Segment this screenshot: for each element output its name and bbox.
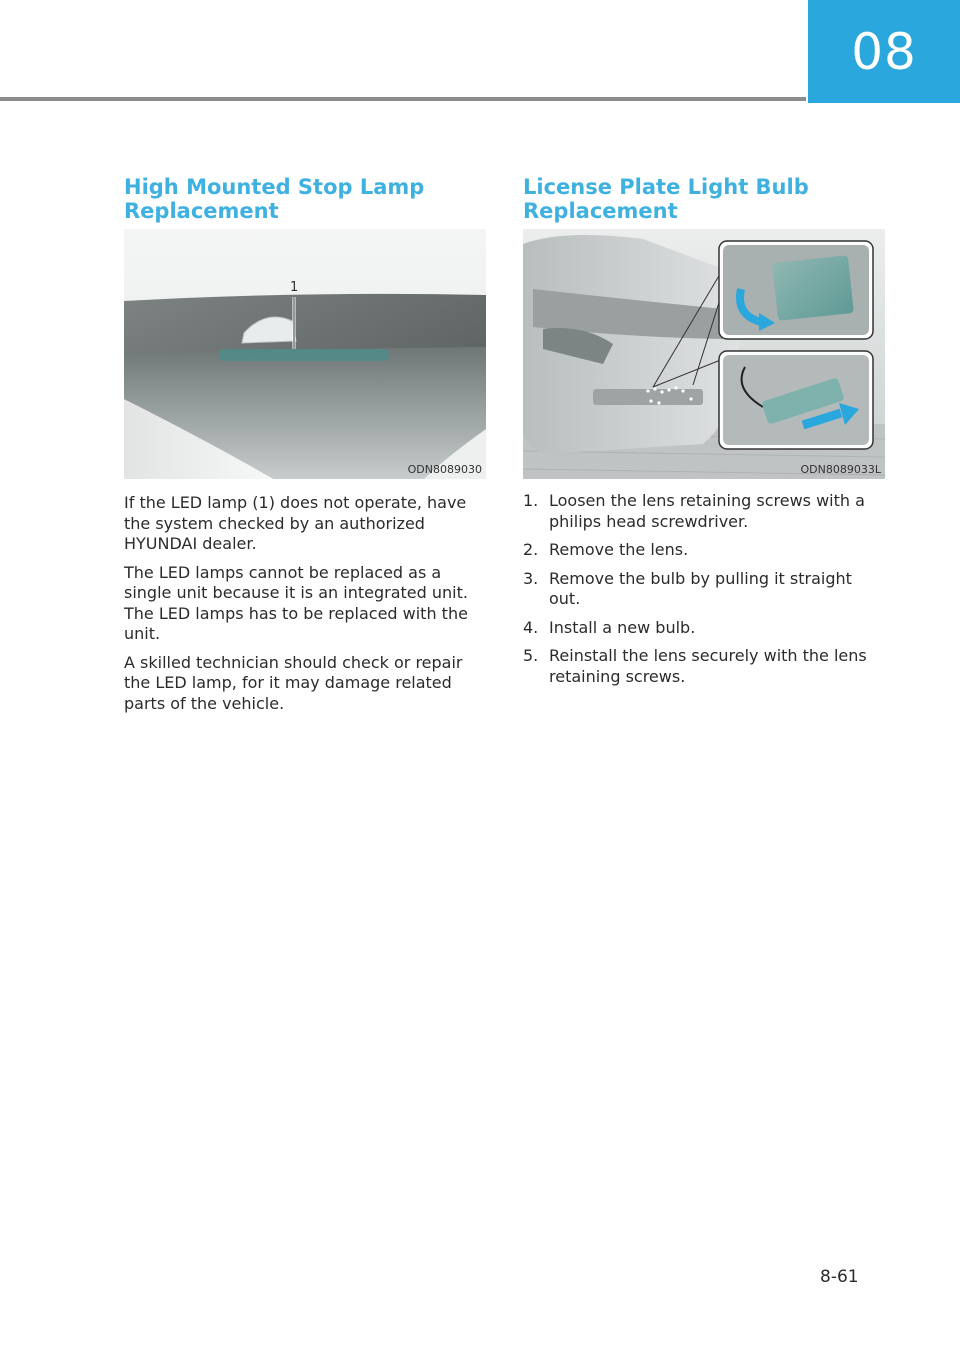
step-text: Install a new bulb. (549, 617, 696, 637)
section-title-line1: High Mounted Stop Lamp (124, 175, 425, 199)
list-item (523, 618, 885, 639)
figure-code: ODN8089030 (407, 463, 482, 476)
section-high-mounted-stop-lamp (124, 175, 486, 722)
list-item (523, 491, 885, 532)
list-item (523, 646, 885, 687)
section-title-line2: Replacement (124, 199, 279, 223)
paragraph: A skilled technician should check or repair the LED lamp, for it may damage related parts of the vehicle. (124, 652, 463, 713)
figure-code: ODN8089033L (800, 463, 881, 476)
paragraph: If the LED lamp (1) does not operate, have the system checked by an authorized HYUNDAI dealer. (124, 493, 467, 553)
step-text: Remove the lens. (549, 540, 689, 559)
section-license-plate-light (523, 175, 885, 695)
list-item (523, 540, 885, 561)
chapter-number: 08 (851, 22, 917, 81)
section-title-line1: License Plate Light Bulb (523, 175, 809, 199)
license-plate-illustration (523, 229, 885, 479)
steps-list (523, 491, 885, 687)
step-number: 1. (523, 491, 539, 510)
step-text: Loosen the lens retaining screws with a philips head screwdriver. (549, 491, 865, 531)
figure-license-plate-light (523, 229, 885, 479)
step-number: 4. (523, 617, 539, 637)
paragraph: The LED lamps cannot be replaced as a single unit because it is an integrated unit. The LED lamps has to be replaced with the unit. (124, 562, 468, 643)
section-body (124, 493, 486, 714)
step-number: 2. (523, 540, 539, 559)
callout-1: 1 (290, 280, 299, 295)
header-rule (0, 97, 806, 101)
page-number: 8-61 (820, 1267, 859, 1287)
step-text: Remove the bulb by pulling it straight out. (549, 568, 852, 608)
figure-stop-lamp (124, 229, 486, 479)
step-text: Reinstall the lens securely with the lens retaining screws. (549, 646, 867, 686)
section-title (523, 175, 885, 223)
step-number: 5. (523, 646, 539, 665)
step-number: 3. (523, 568, 539, 588)
section-title-line2: Replacement (523, 199, 678, 223)
list-item (523, 569, 885, 610)
stop-lamp-illustration (124, 229, 486, 479)
chapter-tab (808, 0, 960, 103)
section-title (124, 175, 486, 223)
